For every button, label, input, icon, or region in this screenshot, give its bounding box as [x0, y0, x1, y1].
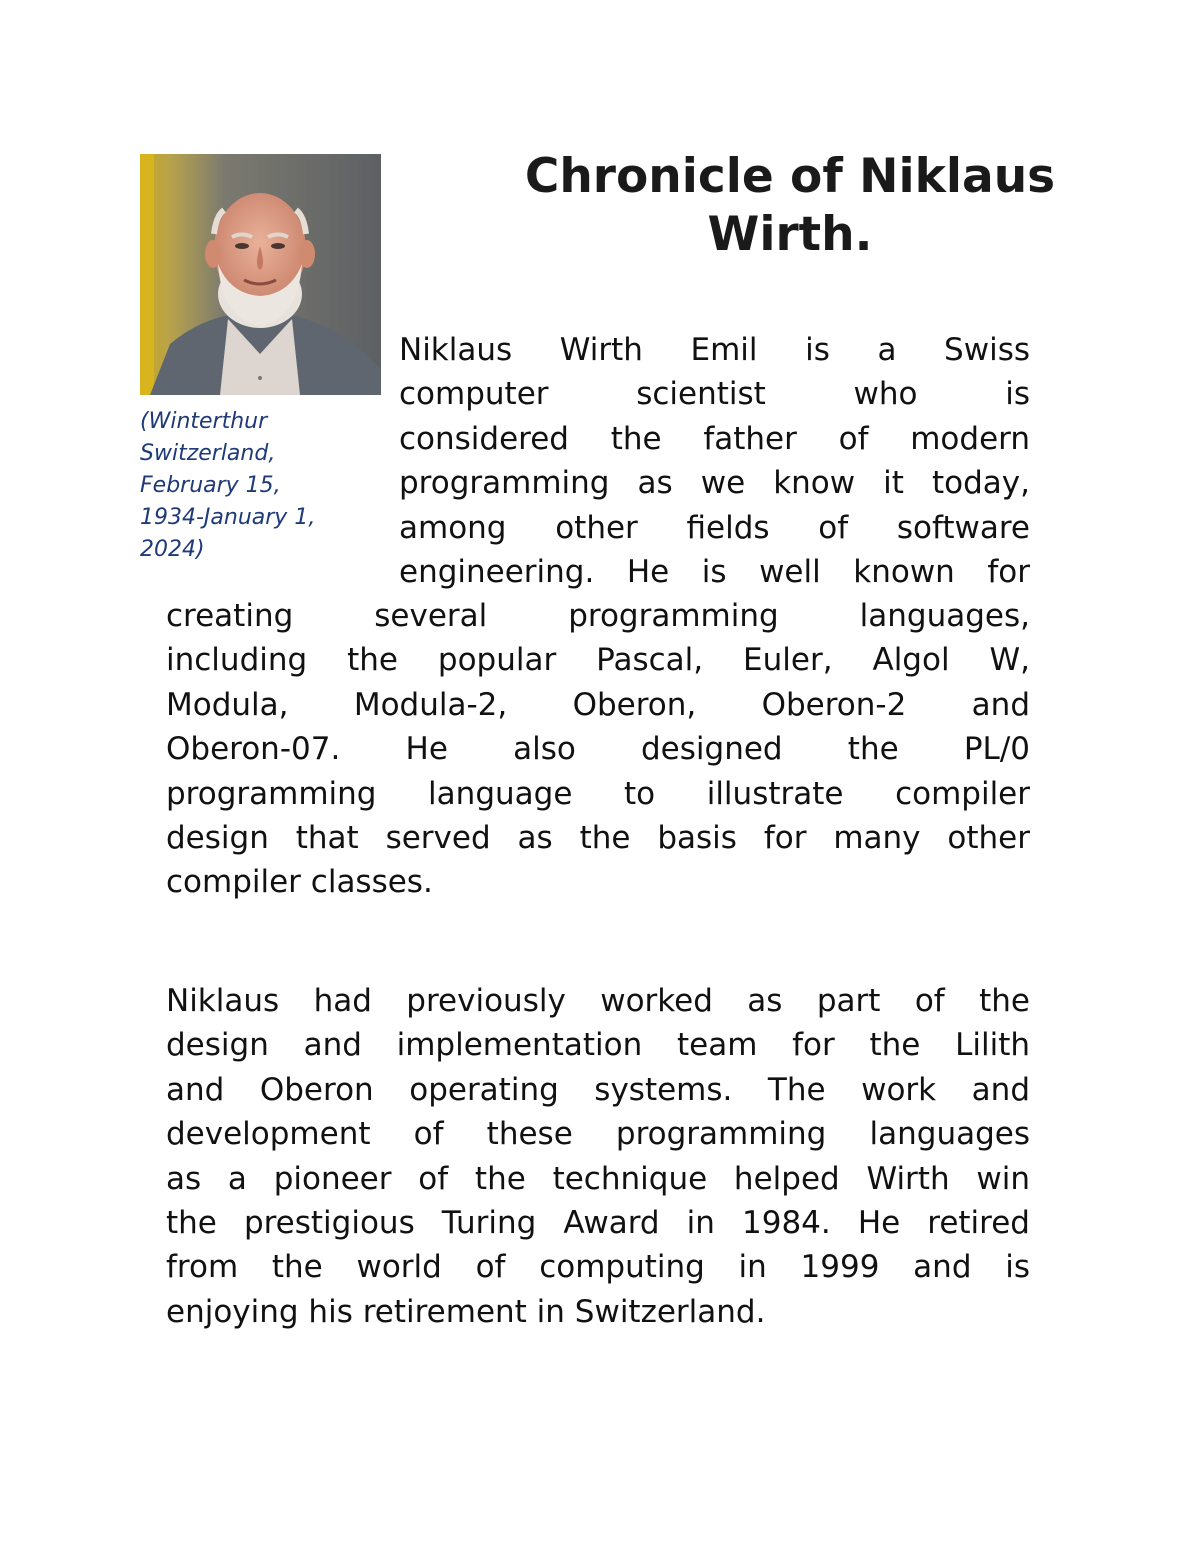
paragraph-1-wrapped	[399, 328, 1030, 594]
text-line: programming as we know it today,	[399, 465, 1030, 502]
text-line: compiler classes.	[166, 864, 433, 901]
portrait-photo	[140, 154, 381, 395]
title-line: Wirth.	[707, 207, 873, 262]
page-title	[480, 148, 1100, 264]
text-line: creating several programming languages,	[166, 598, 1030, 634]
text-line: design that served as the basis for many other	[166, 819, 1030, 856]
text-line: development of these programming languages	[166, 1116, 1030, 1153]
text-line: considered the father of modern	[399, 420, 1030, 457]
text-line: including the popular Pascal, Euler, Algol W,	[166, 642, 1030, 679]
paragraph-1-continued	[166, 594, 1030, 905]
text-line: enjoying his retirement in Switzerland.	[166, 1293, 766, 1330]
text-line: engineering. He is well known for	[399, 553, 1030, 590]
text-line: Modula, Modula-2, Oberon, Oberon-2 and	[166, 686, 1030, 723]
caption-line: Switzerland,	[140, 441, 276, 466]
text-line: from the world of computing in 1999 and is	[166, 1249, 1030, 1286]
text-line: programming language to illustrate compiler	[166, 775, 1030, 812]
paragraph-2	[166, 979, 1030, 1334]
text-line: Niklaus Wirth Emil is a Swiss	[399, 332, 1030, 368]
text-line: as a pioneer of the technique helped Wirth win	[166, 1160, 1030, 1197]
title-line: Chronicle of Niklaus	[524, 149, 1056, 204]
text-line: the prestigious Turing Award in 1984. He retired	[166, 1204, 1030, 1241]
caption-line: 2024)	[140, 537, 205, 562]
photo-caption	[140, 406, 380, 566]
text-line: computer scientist who is	[399, 376, 1030, 413]
text-line: and Oberon operating systems. The work and	[166, 1071, 1030, 1108]
text-line: among other fields of software	[399, 509, 1030, 546]
text-line: design and implementation team for the Lilith	[166, 1027, 1030, 1064]
caption-line: (Winterthur	[140, 409, 268, 434]
caption-line: 1934-January 1,	[140, 505, 316, 530]
caption-line: February 15,	[140, 473, 281, 498]
text-line: Niklaus had previously worked as part of the	[166, 983, 1030, 1019]
text-line: Oberon-07. He also designed the PL/0	[166, 731, 1030, 768]
